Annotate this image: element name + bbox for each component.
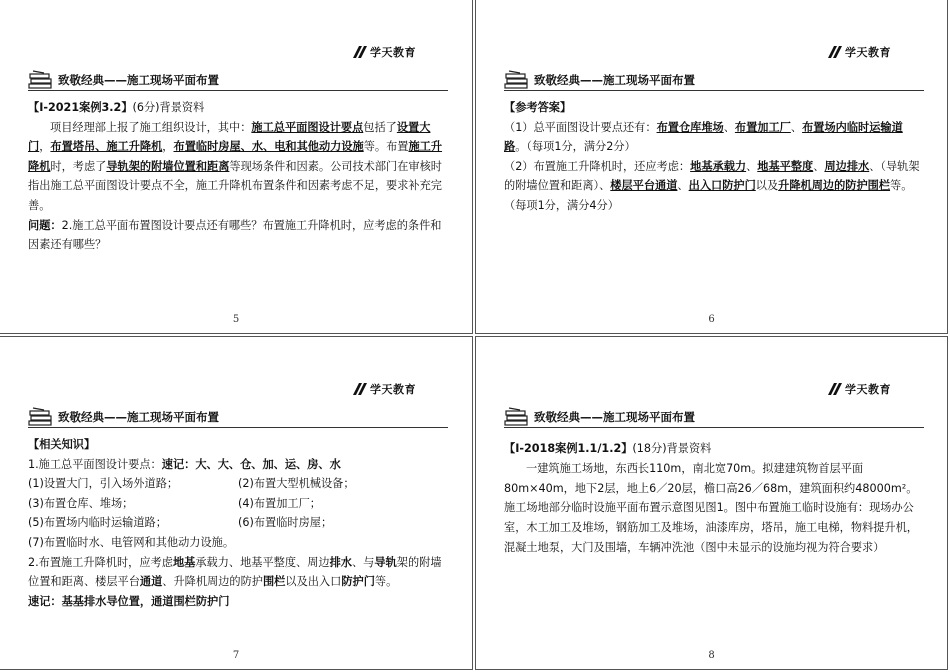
text-run: 、 [790,120,803,134]
text-run: 、 [723,120,735,134]
text-run: 、 [813,159,825,173]
mnemonic: 速记：基基排水导位置，通道围栏防护门 [28,594,230,608]
text-run: 以及出入口 [285,575,342,589]
list-item: (7)布置临时水、电管网和其他动力设施。 [28,535,235,549]
case-heading [28,98,448,118]
design-points-line [28,455,448,475]
answer-1 [504,118,924,157]
answer-label: 【参考答案】 [504,101,572,114]
case-tag: 【Ⅰ-2021案例3.2】 [28,101,133,114]
list-item: (6)布置临时房屋； [238,516,333,530]
case-meta: (18分)背景资料 [632,442,712,455]
underlined-run: 布置塔吊、施工升降机 [50,140,163,154]
slide-page-5 [0,0,473,334]
text-run: ， [162,140,174,154]
books-icon [28,70,54,90]
brand-mark-icon [353,46,367,58]
text-run: 架的附墙位置和距离、楼层平台 [28,555,442,589]
case-tag: 【Ⅰ-2018案例1.1/1.2】 [504,442,633,455]
text-run: 时，考虑了 [50,159,107,173]
question [28,216,448,255]
section-title: 致敬经典——施工现场平面布置 [534,73,695,87]
list-item: (1)设置大门，引入场外道路； [28,477,179,491]
text-run: 包括了 [363,120,397,134]
underlined-run: 设置大门 [28,120,431,154]
text-run: 以及 [755,179,779,193]
text-run: 2.布置施工升降机时，应考虑 [28,555,173,569]
brand-logo [353,44,416,60]
bold-run: 围栏 [262,575,286,589]
books-icon [504,70,530,90]
mnemonic-run: 速记：大、大、仓、加、运、房、水 [161,457,341,471]
underlined-run: 地基平整度 [757,159,814,173]
underlined-run: 导轨架的附墙位置和距离 [106,159,230,173]
text-run: 。（每项1分，满分2分） [515,140,636,154]
background-paragraph: 一建筑施工场地，东西长110m，南北宽70m。拟建建筑物首层平面80m×40m，地下2层，地上6／20层，檐口高26／68m，建筑面积约48000m²。施工场地部分临时设施平面布置示意图见图1。图中布置施工临时设施有：现场办公室，木工加工及堆场，钢筋加工及堆场，油漆库房，塔吊，施工电梯，物料提升机，混凝土地泵，大门及围墙，车辆冲洗池（图中未显示的设施均视为符合要求） [504,461,918,554]
case-meta: (6分)背景资料 [132,101,205,114]
text-run: 、 [677,179,689,193]
slide-page-6 [475,0,948,334]
brand-logo [828,44,891,60]
text-run: 承载力、地基平整度、周边 [195,555,330,569]
text-run: 、升降机周边的防护 [162,575,263,589]
question-label: 问题： [28,218,62,232]
bold-run: 防护门 [341,575,375,589]
text-run: ， [39,140,51,154]
underlined-run: 周边排水 [824,159,870,173]
brand-name: 学天教育 [845,46,891,59]
page-number: 6 [708,314,715,325]
brand-mark-icon [353,383,367,395]
text-run: 等。布置 [363,140,409,154]
list-item: (5)布置场内临时运输道路； [28,516,167,530]
brand-logo [353,381,416,397]
underlined-run: 布置仓库堆场 [656,120,724,134]
section-header [504,407,924,428]
underlined-run: 地基承载力 [690,159,747,173]
text-run: （1）总平面图设计要点还有： [504,120,657,134]
brand-mark-icon [828,46,842,58]
slide-page-7 [0,336,473,670]
page-number: 7 [232,650,240,661]
underlined-run: 楼层平台通道 [610,179,678,193]
text-run: （2）布置施工升降机时，还应考虑： [504,159,691,173]
design-points-list [28,474,448,533]
bold-run: 排水 [329,555,352,569]
answer-2 [504,157,924,216]
page-number: 5 [232,314,240,325]
case-heading [504,439,924,459]
background-paragraph [28,118,448,216]
underlined-run: 布置临时房屋、水、电和其他动力设施 [173,140,364,154]
section-title: 致敬经典——施工现场平面布置 [58,410,219,424]
section-header [504,70,924,91]
text-run: 等现场条件和因素。公司技术部门在审核时指出施工总平面图设计要点不全，施工升降机布置条件和因素考虑不足，要求补充完善。 [28,159,442,212]
elevator-considerations [28,553,448,592]
page-body [504,98,924,216]
page-body [504,439,924,558]
underlined-run: 出入口防护门 [688,179,756,193]
bold-run: 导轨 [374,555,397,569]
text-run: 等。（每项1分，满分4分） [504,179,913,212]
text-run: 、（导轨架的附墙位置和距离）、 [504,159,920,193]
brand-name: 学天教育 [845,383,891,396]
underlined-run: 布置场内临时运输道路 [504,120,903,154]
underlined-run: 布置加工厂 [734,120,791,134]
text-run: 项目经理部上报了施工组织设计，其中： [50,120,252,134]
list-item: (3)布置仓库、堆场； [28,496,134,510]
bold-run: 通道 [139,575,163,589]
slide-page-8 [475,336,948,670]
bold-run: 地基 [172,555,196,569]
books-icon [28,407,54,427]
text-run: 、与 [351,555,375,569]
list-item: (2)布置大型机械设备； [238,477,355,491]
underlined-run: 施工升降机 [28,140,443,173]
page-body [28,435,448,611]
underlined-run: 升降机周边的防护围栏 [778,179,891,193]
brand-mark-icon [828,383,842,395]
brand-name: 学天教育 [370,46,416,59]
list-item: (4)布置加工厂； [238,496,321,510]
text-run: 、 [746,159,758,173]
section-title: 致敬经典——施工现场平面布置 [58,73,219,87]
books-icon [504,407,530,427]
underlined-run: 施工总平面图设计要点 [251,120,364,134]
brand-name: 学天教育 [370,383,416,396]
knowledge-label: 【相关知识】 [28,438,96,451]
text-run: 1.施工总平面图设计要点： [28,457,162,471]
text-run: 等。 [374,575,398,589]
section-header [28,407,448,428]
section-header [28,70,448,91]
page-body [28,98,448,255]
brand-logo [828,381,891,397]
section-title: 致敬经典——施工现场平面布置 [534,410,695,424]
page-number: 8 [708,650,715,661]
question-text: 2.施工总平面布置图设计要点还有哪些？布置施工升降机时，应考虑的条件和因素还有哪些？ [28,218,442,252]
